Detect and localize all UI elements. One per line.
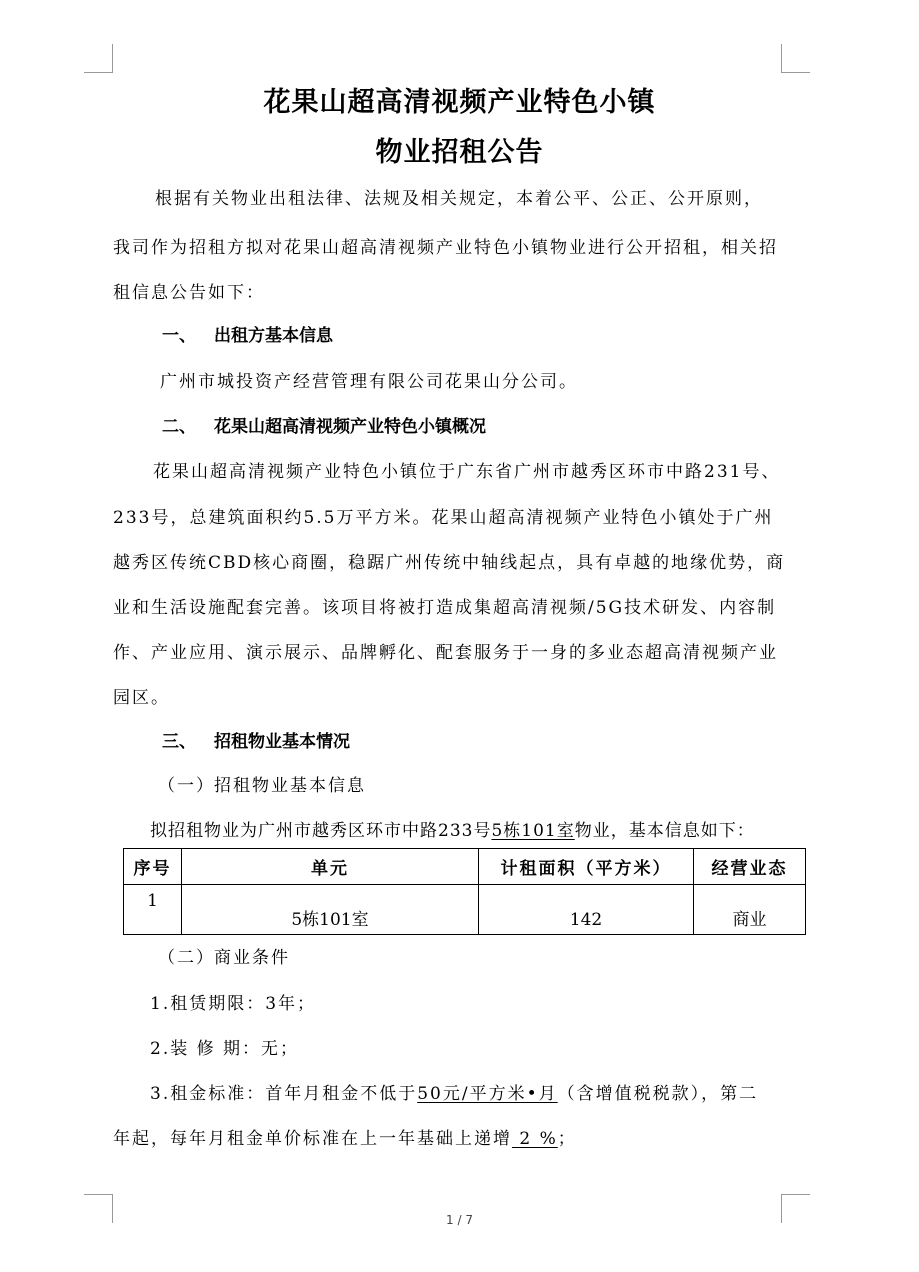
document-title-line2: 物业招租公告 [375,137,544,168]
page-corner-mark-top-left [84,44,113,73]
condition-rent-standard [150,1083,758,1105]
section1-heading [162,325,333,347]
rent-price-underlined: 50元/平方米•月 [417,1084,558,1104]
section2-line3: 越秀区传统CBD核心商圈，稳踞广州传统中轴线起点，具有卓越的地缘优势，商 [113,553,786,573]
section2-line5: 作、产业应用、演示展示、品牌孵化、配套服务于一身的多业态超高清视频产业 [113,643,778,663]
section2-line1: 花果山超高清视频产业特色小镇位于广东省广州市越秀区环市中路231号、 [153,462,781,482]
section2-number: 二、 [162,417,196,437]
property-info-table [123,848,806,935]
rent-increase-suffix: ； [557,1129,577,1149]
rent-increase-prefix: 年起，每年月租金单价标准在上一年基础上递增 [113,1129,512,1149]
unit-underlined: 5栋101室 [491,821,575,841]
page-corner-mark-top-right [781,44,810,73]
section2-line2: 233号，总建筑面积约5.5万平方米。花果山超高清视频产业特色小镇处于广州 [113,508,774,528]
document-title-line1: 花果山超高清视频产业特色小镇 [263,87,656,118]
header-index: 序号 [124,849,182,885]
description-suffix: 物业，基本信息如下： [574,821,755,841]
subsection1-title: 招租物业基本信息 [214,776,366,796]
subsection1-heading [158,775,366,797]
section1-body: 广州市城投资产经营管理有限公司花果山分公司。 [160,372,578,392]
page-number: 1 / 7 [446,1213,473,1227]
subsection1-description [150,820,755,842]
table-row [124,885,806,935]
rent-standard-prefix: 3.租金标准：首年月租金不低于 [150,1084,418,1104]
cell-index: 1 [124,885,182,935]
description-prefix: 拟招租物业为广州市越秀区环市中路233号 [150,821,492,841]
section1-number: 一、 [162,326,196,346]
condition-lease-term: 1.租赁期限：3年； [150,994,317,1014]
header-business-type: 经营业态 [694,849,806,885]
section2-heading [162,416,486,438]
table-header-row [124,849,806,885]
subsection2-heading [158,947,290,969]
header-unit: 单元 [182,849,479,885]
header-area: 计租面积（平方米） [479,849,694,885]
section3-number: 三、 [162,732,196,752]
intro-line1: 根据有关物业出租法律、法规及相关规定，本着公平、公正、公开原则， [155,189,763,209]
condition-renovation-period: 2.装 修 期：无； [150,1039,300,1059]
rent-increase-rate-underlined: 2 % [512,1129,558,1149]
cell-unit: 5栋101室 [182,885,479,935]
section1-title: 出租方基本信息 [214,326,333,346]
condition-rent-increase [113,1128,577,1150]
section3-heading [162,731,350,753]
section2-title: 花果山超高清视频产业特色小镇概况 [214,417,486,437]
cell-business-type: 商业 [694,885,806,935]
cell-area: 142 [479,885,694,935]
section2-line4: 业和生活设施配套完善。该项目将被打造成集超高清视频/5G技术研发、内容制 [113,598,777,618]
intro-line2: 我司作为招租方拟对花果山超高清视频产业特色小镇物业进行公开招租，相关招 [113,238,778,258]
rent-standard-suffix: （含增值税税款），第二 [557,1084,759,1104]
subsection1-number: （一） [158,776,215,796]
section3-title: 招租物业基本情况 [214,732,350,752]
subsection2-title: 商业条件 [214,948,290,968]
subsection2-number: （二） [158,948,215,968]
section2-line6: 园区。 [113,688,170,708]
intro-line3: 租信息公告如下： [113,283,265,303]
